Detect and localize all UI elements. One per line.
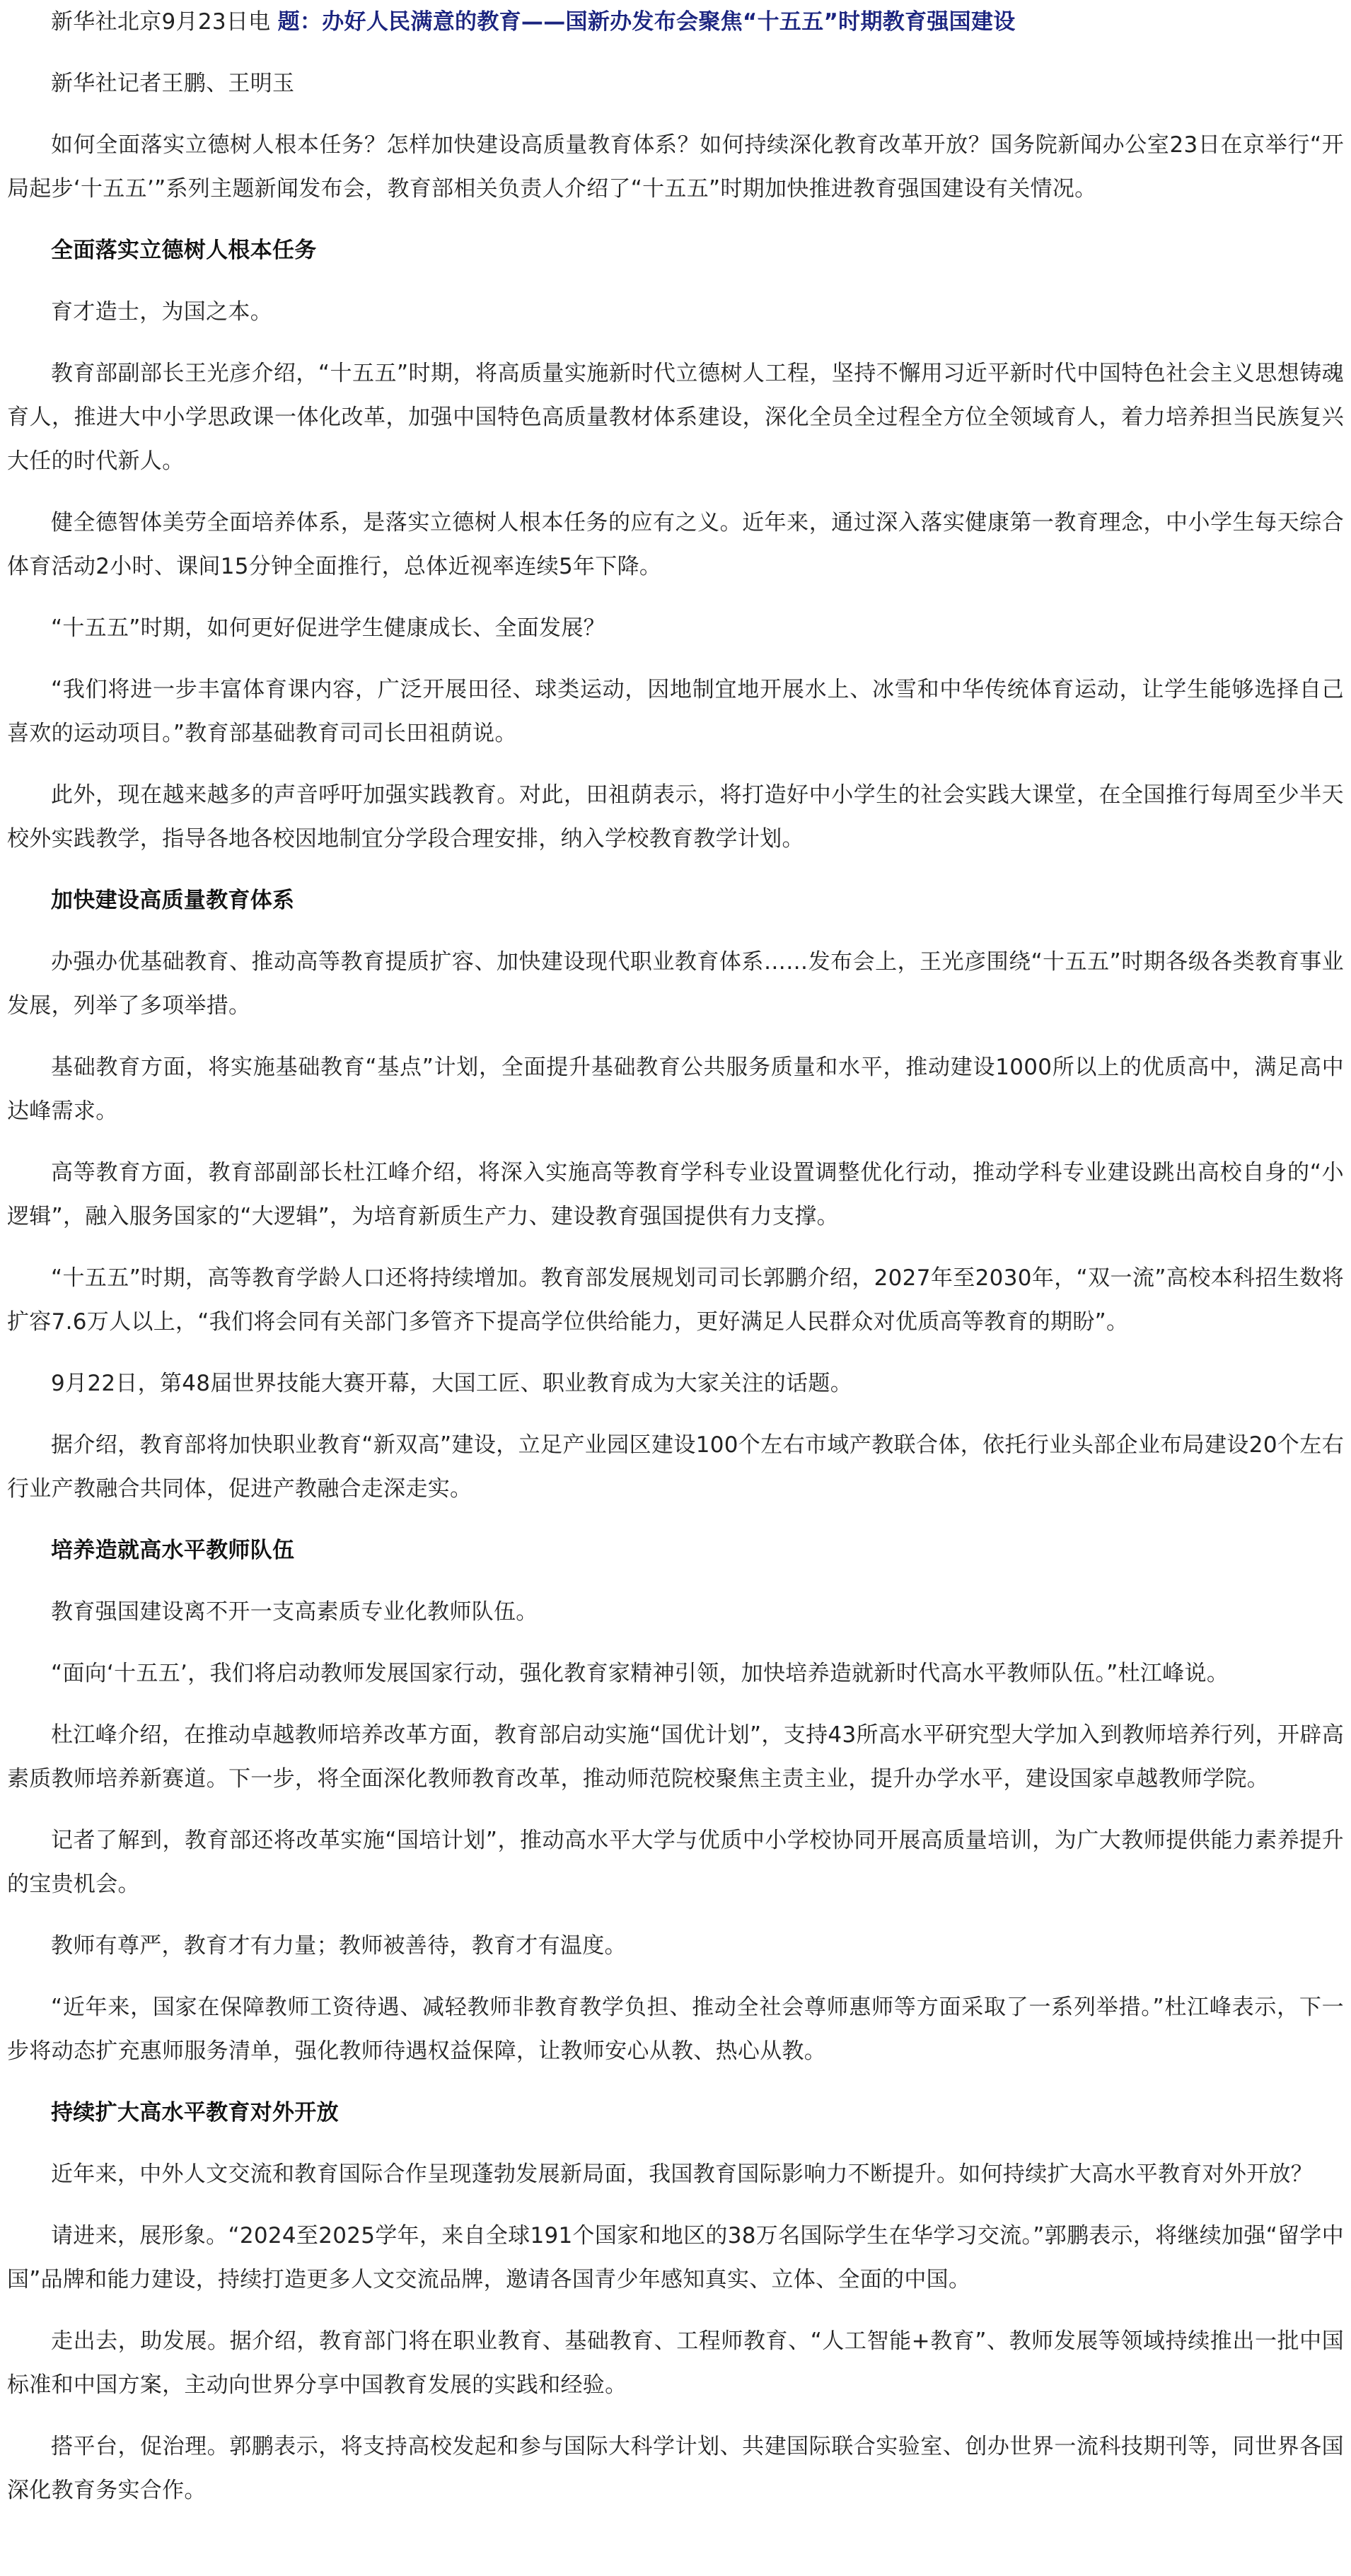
paragraph: 据介绍，教育部将加快职业教育“新双高”建设，立足产业园区建设100个左右市域产教联合体，依托行业头部企业布局建设20个左右行业产教融合共同体，促进产教融合走深走实。: [7, 1432, 1344, 1502]
paragraph: 走出去，助发展。据介绍，教育部门将在职业教育、基础教育、工程师教育、“人工智能+教育”、教师发展等领域持续推出一批中国标准和中国方案，主动向世界分享中国教育发展的实践和经验。: [7, 2328, 1344, 2398]
paragraph: 育才造士，为国之本。: [51, 299, 272, 325]
paragraph: “我们将进一步丰富体育课内容，广泛开展田径、球类运动，因地制宜地开展水上、冰雪和中华传统体育运动，让学生能够选择自己喜欢的运动项目。”教育部基础教育司司长田祖荫说。: [7, 677, 1344, 746]
article-body: [7, 123, 1344, 2512]
paragraph: 教育强国建设离不开一支高素质专业化教师队伍。: [51, 1599, 538, 1625]
section-heading: 培养造就高水平教师队伍: [51, 1538, 295, 1563]
paragraph: 此外，现在越来越多的声音呼吁加强实践教育。对此，田祖荫表示，将打造好中小学生的社会实践大课堂，在全国推行每周至少半天校外实践教学，指导各地各校因地制宜分学段合理安排，纳入学校教育教学计划。: [7, 782, 1344, 852]
paragraph: 请进来，展形象。“2024至2025学年，来自全球191个国家和地区的38万名国际学生在华学习交流。”郭鹏表示，将继续加强“留学中国”品牌和能力建设，持续打造更多人文交流品牌，邀请各国青少年感知真实、立体、全面的中国。: [7, 2223, 1344, 2292]
paragraph: 搭平台，促治理。郭鹏表示，将支持高校发起和参与国际大科学计划、共建国际联合实验室、创办世界一流科技期刊等，同世界各国深化教育务实合作。: [7, 2434, 1344, 2503]
paragraph: “十五五”时期，如何更好促进学生健康成长、全面发展？: [51, 615, 605, 641]
byline: 新华社记者王鹏、王明玉: [51, 71, 295, 96]
paragraph: “近年来，国家在保障教师工资待遇、减轻教师非教育教学负担、推动全社会尊师惠师等方面采取了一系列举措。”杜江峰表示，下一步将动态扩充惠师服务清单，强化教师待遇权益保障，让教师安心从教、热心从教。: [7, 1995, 1344, 2064]
paragraph: 近年来，中外人文交流和教育国际合作呈现蓬勃发展新局面，我国教育国际影响力不断提升。如何持续扩大高水平教育对外开放？: [51, 2162, 1314, 2187]
article-headline: 题：办好人民满意的教育——国新办发布会聚焦“十五五”时期教育强国建设: [277, 9, 1016, 35]
paragraph: 杜江峰介绍，在推动卓越教师培养改革方面，教育部启动实施“国优计划”，支持43所高水平研究型大学加入到教师培养行列，开辟高素质教师培养新赛道。下一步，将全面深化教师教育改革，推动师范院校聚焦主责主业，提升办学水平，建设国家卓越教师学院。: [7, 1722, 1344, 1792]
paragraph: “面向‘十五五’，我们将启动教师发展国家行动，强化教育家精神引领，加快培养造就新时代高水平教师队伍。”杜江峰说。: [51, 1661, 1229, 1686]
section-heading: 持续扩大高水平教育对外开放: [51, 2100, 339, 2125]
dateline: 新华社北京9月23日电: [51, 9, 271, 35]
paragraph: “十五五”时期，高等教育学龄人口还将持续增加。教育部发展规划司司长郭鹏介绍，2027年至2030年，“双一流”高校本科招生数将扩容7.6万人以上，“我们将会同有关部门多管齐下提高学位供给能力，更好满足人民群众对优质高等教育的期盼”。: [7, 1265, 1344, 1335]
paragraph: 9月22日，第48届世界技能大赛开幕，大国工匠、职业教育成为大家关注的话题。: [51, 1371, 853, 1396]
paragraph: 如何全面落实立德树人根本任务？怎样加快建设高质量教育体系？如何持续深化教育改革开放？国务院新闻办公室23日在京举行“开局起步‘十五五’”系列主题新闻发布会，教育部相关负责人介绍了“十五五”时期加快推进教育强国建设有关情况。: [7, 132, 1344, 202]
paragraph: 教育部副部长王光彦介绍，“十五五”时期，将高质量实施新时代立德树人工程，坚持不懈用习近平新时代中国特色社会主义思想铸魂育人，推进大中小学思政课一体化改革，加强中国特色高质量教材体系建设，深化全员全过程全方位全领域育人，着力培养担当民族复兴大任的时代新人。: [7, 361, 1344, 474]
paragraph: 教师有尊严，教育才有力量；教师被善待，教育才有温度。: [51, 1933, 627, 1959]
section-heading: 全面落实立德树人根本任务: [51, 238, 317, 263]
paragraph: 高等教育方面，教育部副部长杜江峰介绍，将深入实施高等教育学科专业设置调整优化行动，推动学科专业建设跳出高校自身的“小逻辑”，融入服务国家的“大逻辑”，为培育新质生产力、建设教育强国提供有力支撑。: [7, 1160, 1344, 1229]
paragraph: 基础教育方面，将实施基础教育“基点”计划，全面提升基础教育公共服务质量和水平，推动建设1000所以上的优质高中，满足高中达峰需求。: [7, 1055, 1344, 1124]
paragraph: 记者了解到，教育部还将改革实施“国培计划”，推动高水平大学与优质中小学校协同开展高质量培训，为广大教师提供能力素养提升的宝贵机会。: [7, 1828, 1344, 1897]
paragraph: 办强办优基础教育、推动高等教育提质扩容、加快建设现代职业教育体系……发布会上，王光彦围绕“十五五”时期各级各类教育事业发展，列举了多项举措。: [7, 949, 1344, 1019]
paragraph: 健全德智体美劳全面培养体系，是落实立德树人根本任务的应有之义。近年来，通过深入落实健康第一教育理念，中小学生每天综合体育活动2小时、课间15分钟全面推行，总体近视率连续5年下降。: [7, 510, 1344, 579]
article-dateline-row: [7, 0, 1344, 44]
section-heading: 加快建设高质量教育体系: [51, 888, 295, 913]
